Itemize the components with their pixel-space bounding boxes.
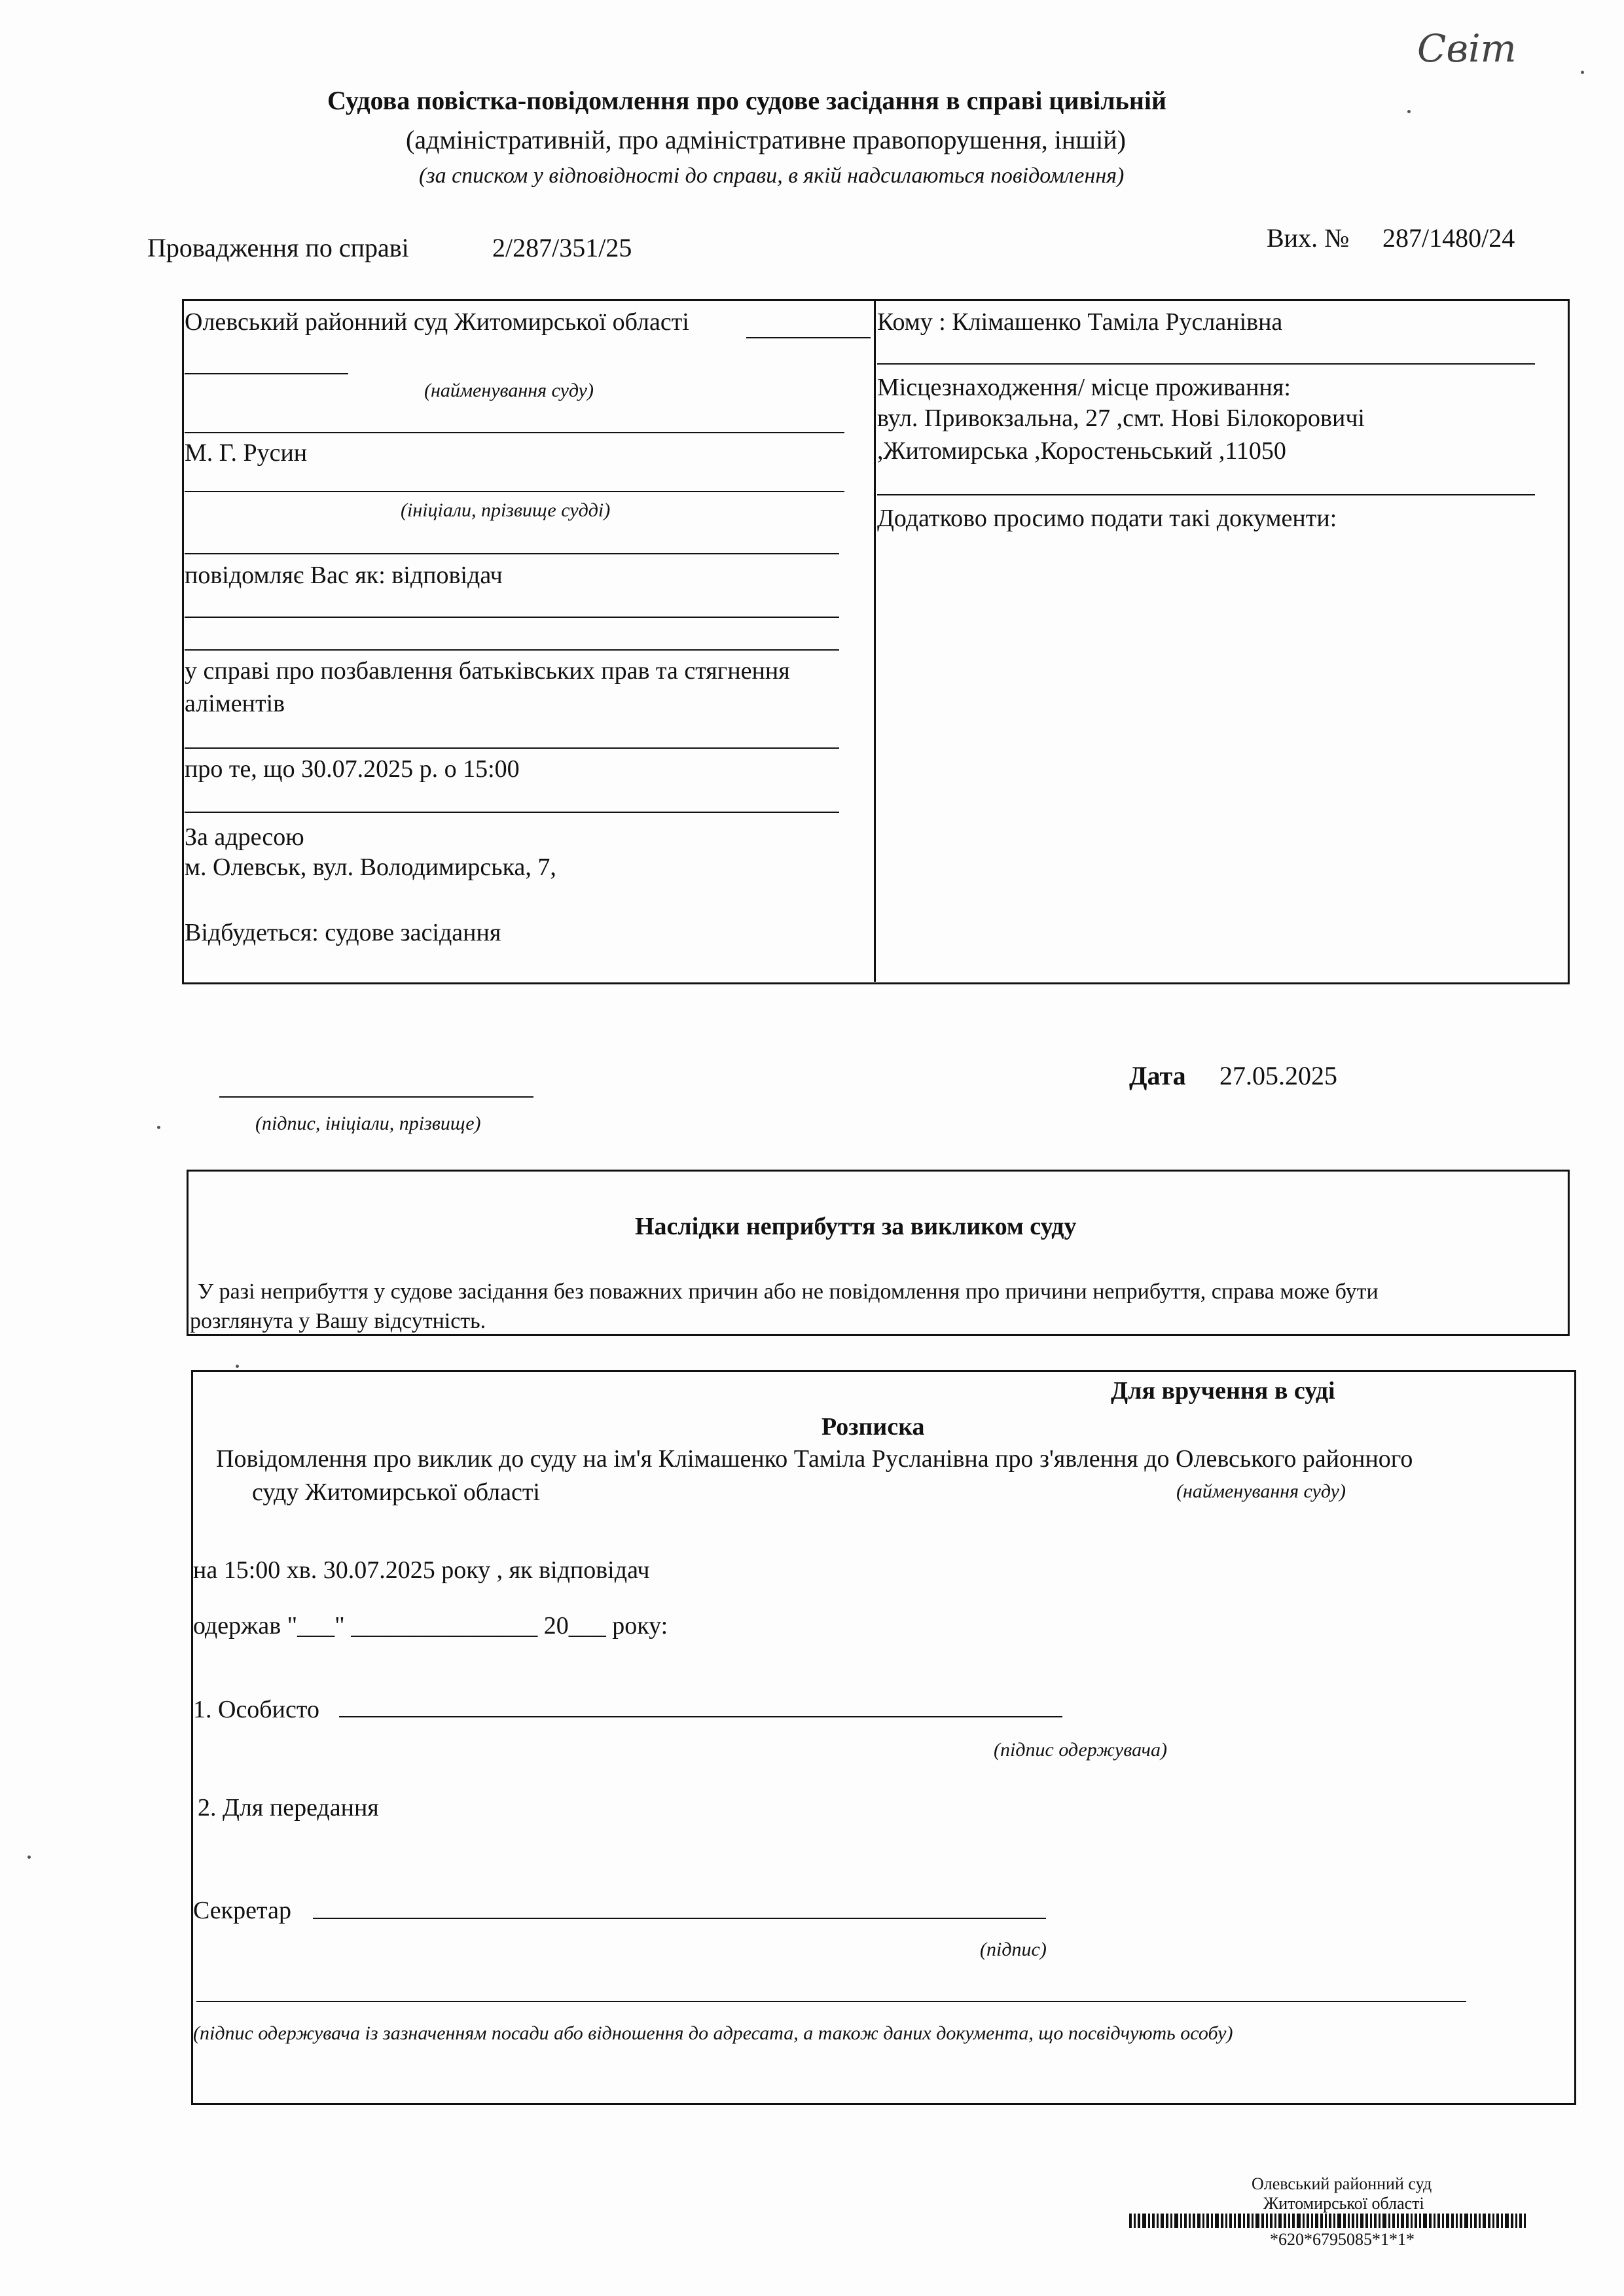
personally-caption: (підпис одержувача) bbox=[994, 1739, 1167, 1761]
receipt-appearance: на 15:00 хв. 30.07.2025 року , як відповідач bbox=[193, 1556, 650, 1584]
signature-line bbox=[219, 1096, 533, 1098]
receipt-notice-line2: суду Житомирської області bbox=[252, 1479, 540, 1506]
proceeding-label: Провадження по справі bbox=[147, 233, 409, 262]
case-subject-line1: у справі про позбавлення батьківських прав та стягнення bbox=[185, 657, 790, 685]
court-address: м. Олевськ, вул. Володимирська, 7, bbox=[185, 853, 556, 881]
date-value: 27.05.2025 bbox=[1219, 1061, 1337, 1090]
fill-line bbox=[877, 363, 1535, 365]
fill-line bbox=[185, 373, 348, 374]
notifies-as: повідомляє Вас як: відповідач bbox=[185, 562, 503, 589]
signature-caption: (підпис, ініціали, прізвище) bbox=[255, 1113, 481, 1134]
fill-line bbox=[185, 432, 844, 433]
fill-line bbox=[313, 1918, 1046, 1919]
court-name: Олевський районний суд Житомирської області bbox=[185, 308, 689, 336]
judge-caption: (ініціали, прізвище судді) bbox=[401, 499, 611, 521]
location-line2: ,Житомирська ,Коростеньський ,11050 bbox=[877, 437, 1286, 465]
fill-line bbox=[185, 812, 839, 813]
consequences-title: Наслідки неприбуття за викликом суду bbox=[635, 1213, 1077, 1240]
receipt-secretary: Секретар bbox=[193, 1897, 291, 1924]
address-label: За адресою bbox=[185, 823, 304, 851]
column-divider bbox=[874, 301, 876, 982]
fill-line bbox=[185, 553, 839, 554]
receipt-title: Розписка bbox=[821, 1413, 925, 1441]
barcode-text: *620*6795085*1*1* bbox=[1270, 2230, 1415, 2249]
scan-speck bbox=[236, 1365, 239, 1368]
delivery-label: Для вручення в суді bbox=[1111, 1377, 1335, 1405]
secretary-caption: (підпис) bbox=[980, 1939, 1047, 1960]
receipt-final-caption: (підпис одержувача із зазначенням посади або відношення до адресата, а також даних документа, що посвідчують особу) bbox=[193, 2022, 1233, 2044]
consequences-text-line1: У разі неприбуття у судове засідання без поважних причин або не повідомлення про причини неприбуття, справа може бути bbox=[198, 1280, 1379, 1304]
scan-speck bbox=[1581, 71, 1584, 74]
fill-line bbox=[339, 1716, 1062, 1717]
receipt-for-transfer: 2. Для передання bbox=[198, 1794, 379, 1821]
receipt-personally: 1. Особисто bbox=[193, 1696, 319, 1723]
footer-court-line1: Олевський районний суд bbox=[1252, 2174, 1432, 2193]
footer-court-line2: Житомирської області bbox=[1263, 2194, 1424, 2213]
fill-line bbox=[185, 747, 839, 749]
receipt-received: одержав "___" _______________ 20___ року: bbox=[193, 1612, 668, 1640]
scan-speck bbox=[1407, 110, 1411, 113]
corner-handwriting: Світ bbox=[1417, 26, 1517, 71]
barcode bbox=[1129, 2214, 1587, 2228]
location-line1: вул. Привокзальна, 27 ,смт. Нові Білокоровичі bbox=[877, 404, 1365, 432]
date-label: Дата bbox=[1129, 1061, 1186, 1090]
judge-name: М. Г. Русин bbox=[185, 439, 308, 467]
proceeding-number: 2/287/351/25 bbox=[492, 233, 632, 262]
documents-request: Додатково просимо подати такі документи: bbox=[877, 505, 1337, 532]
consequences-text-line2: розглянута у Вашу відсутність. bbox=[190, 1309, 486, 1333]
fill-line bbox=[185, 617, 839, 618]
document-subtitle: (адміністративній, про адміністративне правопорушення, іншій) bbox=[406, 125, 1126, 154]
case-subject-line2: аліментів bbox=[185, 690, 285, 717]
hearing-datetime: про те, що 30.07.2025 р. о 15:00 bbox=[185, 755, 520, 783]
document-title: Судова повістка-повідомлення про судове засідання в справі цивільній bbox=[327, 86, 1167, 115]
scan-speck bbox=[157, 1126, 160, 1129]
outgoing-label: Вих. № bbox=[1267, 223, 1350, 253]
location-label: Місцезнаходження/ місце проживання: bbox=[877, 374, 1291, 401]
hearing-event: Відбудеться: судове засідання bbox=[185, 919, 501, 946]
fill-line bbox=[185, 491, 844, 492]
court-caption: (найменування суду) bbox=[424, 380, 594, 401]
fill-line bbox=[746, 337, 871, 338]
fill-line bbox=[185, 649, 839, 651]
recipient-name: Кому : Клімашенко Таміла Русланівна bbox=[877, 308, 1283, 336]
fill-line bbox=[877, 494, 1535, 495]
receipt-court-caption: (найменування суду) bbox=[1176, 1480, 1346, 1502]
scan-speck bbox=[27, 1856, 31, 1859]
fill-line bbox=[196, 2001, 1466, 2002]
outgoing-number: 287/1480/24 bbox=[1382, 223, 1515, 253]
document-note: (за списком у відповідності до справи, в якій надсилаються повідомлення) bbox=[419, 164, 1125, 188]
receipt-notice-line1: Повідомлення про виклик до суду на ім'я Клімашенко Таміла Русланівна про з'явлення до Олевського районного bbox=[216, 1445, 1413, 1473]
